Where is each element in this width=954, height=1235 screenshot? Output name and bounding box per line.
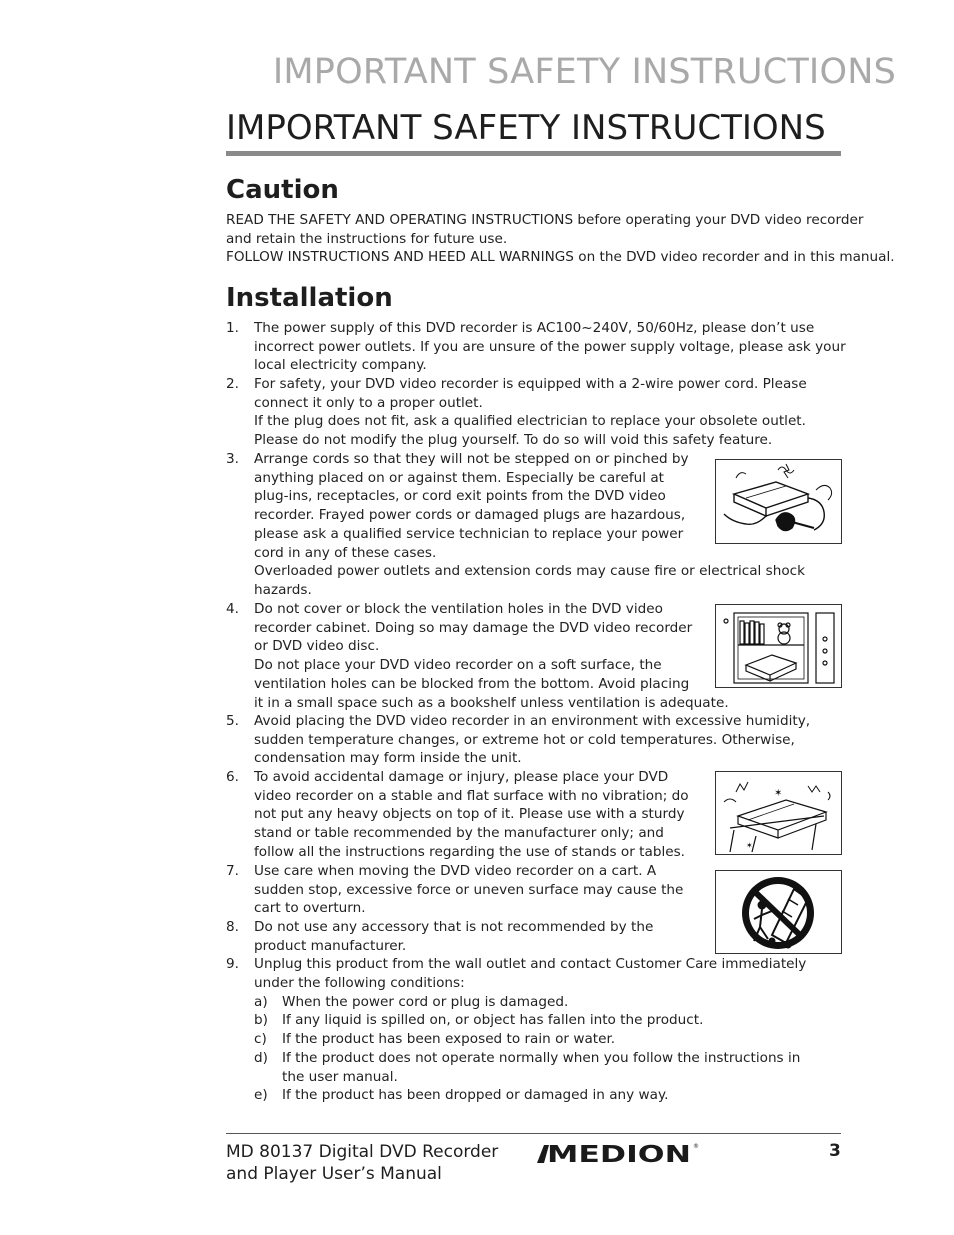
page-number: 3 <box>829 1141 841 1161</box>
cart-tipover-warning-illustration <box>715 870 842 954</box>
item-number: 6. <box>226 769 239 785</box>
title-underline <box>226 151 841 156</box>
sub-item-line: When the power cord or plug is damaged. <box>282 994 569 1010</box>
svg-text:✶: ✶ <box>774 788 783 799</box>
sub-item-line: If the product has been dropped or damaged in any way. <box>282 1087 669 1103</box>
item-line: To avoid accidental damage or injury, please place your DVD <box>254 769 669 785</box>
sub-item-line: the user manual. <box>282 1068 398 1085</box>
item-line: connect it only to a proper outlet. <box>254 394 483 411</box>
caution-line: READ THE SAFETY AND OPERATING INSTRUCTIONS before operating your DVD video recorder <box>226 212 864 228</box>
item-number: 4. <box>226 601 239 617</box>
item-line: not put any heavy objects on top of it. Please use with a sturdy <box>254 806 685 823</box>
caution-heading: Caution <box>226 175 339 205</box>
sub-item-letter: e) <box>254 1087 268 1103</box>
item-line: or DVD video disc. <box>254 638 380 655</box>
item-line: Do not place your DVD video recorder on a soft surface, the <box>254 657 662 674</box>
footer-line: and Player User’s Manual <box>226 1164 442 1184</box>
caution-paragraph <box>226 211 895 267</box>
item-line: Do not use any accessory that is not recommended by the <box>254 919 654 935</box>
bookshelf-ventilation-illustration <box>715 604 842 688</box>
item-line: incorrect power outlets. If you are unsure of the power supply voltage, please ask your <box>254 338 846 355</box>
item-line: The power supply of this DVD recorder is AC100~240V, 50/60Hz, please don’t use <box>254 320 815 336</box>
unstable-table-illustration <box>715 771 842 855</box>
sub-item-line: If any liquid is spilled on, or object has fallen into the product. <box>282 1012 704 1028</box>
item-number: 1. <box>226 320 239 336</box>
item-line: Use care when moving the DVD video recorder on a cart. A <box>254 863 657 879</box>
medion-logo <box>533 1139 701 1171</box>
item-line: plug-ins, receptacles, or cord exit points from the DVD video <box>254 488 666 505</box>
item-line: If the plug does not fit, ask a qualified electrician to replace your obsolete outlet. <box>254 413 806 430</box>
item-line: sudden stop, excessive force or uneven surface may cause the <box>254 881 684 898</box>
item-number: 3. <box>226 451 239 467</box>
item-number: 7. <box>226 863 239 879</box>
item-line: please ask a qualified service technician to replace your power <box>254 525 684 542</box>
item-line: it in a small space such as a bookshelf unless ventilation is adequate. <box>254 694 729 711</box>
item-line: cart to overturn. <box>254 900 366 917</box>
item-line: Unplug this product from the wall outlet and contact Customer Care immediately <box>254 956 807 972</box>
sub-item-line: If the product does not operate normally when you follow the instructions in <box>282 1050 801 1066</box>
power-cord-illustration <box>715 459 842 544</box>
item-line: recorder cabinet. Doing so may damage the DVD video recorder <box>254 619 693 636</box>
item-line: product manufacturer. <box>254 937 407 954</box>
footer-divider <box>226 1133 841 1134</box>
footer-line: MD 80137 Digital DVD Recorder <box>226 1142 499 1162</box>
sub-item-letter: c) <box>254 1031 267 1047</box>
installation-heading: Installation <box>226 283 393 313</box>
item-line: Arrange cords so that they will not be stepped on or pinched by <box>254 451 689 467</box>
item-line: follow all the instructions regarding the use of stands or tables. <box>254 843 685 860</box>
svg-text:®: ® <box>693 1143 699 1150</box>
item-line: video recorder on a stable and flat surface with no vibration; do <box>254 787 689 804</box>
caution-line: and retain the instructions for future use. <box>226 230 508 247</box>
footer-manual-title <box>226 1141 498 1185</box>
item-line: sudden temperature changes, or extreme hot or cold temperatures. Otherwise, <box>254 731 795 748</box>
item-line: ventilation holes can be blocked from the bottom. Avoid placing <box>254 675 690 692</box>
item-line: under the following conditions: <box>254 974 465 991</box>
item-number: 8. <box>226 919 239 935</box>
item-line: anything placed on or against them. Especially be careful at <box>254 469 664 486</box>
item-number: 5. <box>226 713 239 729</box>
item-line: Do not cover or block the ventilation holes in the DVD video <box>254 601 663 617</box>
item-line: stand or table recommended by the manufacturer only; and <box>254 825 664 842</box>
item-line: Overloaded power outlets and extension cords may cause fire or electrical shock <box>254 563 806 580</box>
sub-item-letter: d) <box>254 1050 268 1066</box>
running-header: IMPORTANT SAFETY INSTRUCTIONS <box>272 52 896 92</box>
item-line: For safety, your DVD video recorder is equipped with a 2-wire power cord. Please <box>254 376 807 392</box>
item-line: hazards. <box>254 581 312 598</box>
item-line: Avoid placing the DVD video recorder in an environment with excessive humidity, <box>254 713 811 729</box>
sub-item-letter: a) <box>254 994 268 1010</box>
item-number: 9. <box>226 956 239 972</box>
item-line: cord in any of these cases. <box>254 544 437 561</box>
item-line: condensation may form inside the unit. <box>254 750 522 767</box>
caution-line: FOLLOW INSTRUCTIONS AND HEED ALL WARNINGS on the DVD video recorder and in this manual. <box>226 249 895 266</box>
svg-text:✶: ✶ <box>746 841 753 850</box>
sub-item-line: If the product has been exposed to rain or water. <box>282 1031 616 1047</box>
item-number: 2. <box>226 376 239 392</box>
item-line: recorder. Frayed power cords or damaged plugs are hazardous, <box>254 507 686 524</box>
sub-item-letter: b) <box>254 1012 268 1028</box>
item-line: local electricity company. <box>254 357 427 374</box>
page-title: IMPORTANT SAFETY INSTRUCTIONS <box>226 108 826 148</box>
medion-logo-text: MEDION <box>547 1142 691 1167</box>
item-line: Please do not modify the plug yourself. To do so will void this safety feature. <box>254 432 773 449</box>
